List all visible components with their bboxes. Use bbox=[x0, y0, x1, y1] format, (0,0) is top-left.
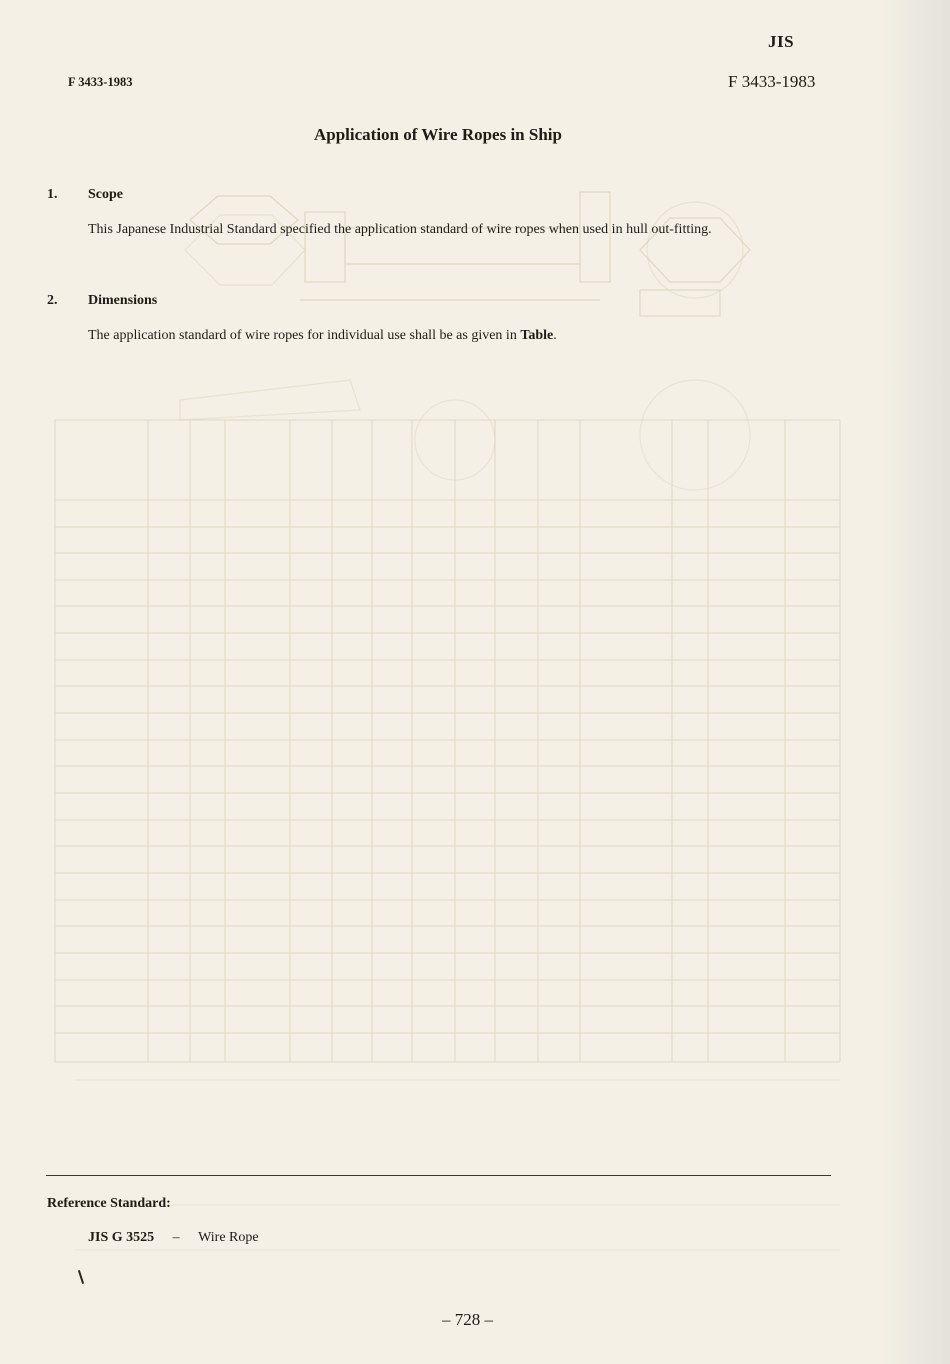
reference-standard-name: Wire Rope bbox=[198, 1230, 259, 1245]
reference-standard-dash: – bbox=[172, 1230, 180, 1245]
section-2-heading: Dimensions bbox=[88, 293, 158, 308]
reference-standard-code: JIS G 3525 bbox=[88, 1230, 155, 1245]
section-1-heading: Scope bbox=[88, 187, 123, 202]
section-2-text bbox=[88, 326, 828, 345]
section-1-text: This Japanese Industrial Standard specified the application standard of wire ropes when used in hull out-fitting. bbox=[88, 222, 712, 237]
section-2-number: 2. bbox=[47, 293, 58, 308]
section-1-number: 1. bbox=[47, 187, 58, 202]
jis-mark: JIS bbox=[768, 32, 795, 51]
table-reference-link[interactable]: Table bbox=[520, 328, 554, 343]
document-title: Application of Wire Ropes in Ship bbox=[314, 125, 562, 144]
standard-code-left: F 3433-1983 bbox=[68, 75, 133, 89]
page-number: – 728 – bbox=[442, 1310, 493, 1329]
section-2-text-body: The application standard of wire ropes for individual use shall be as given in bbox=[88, 328, 521, 343]
reference-standard-entry bbox=[88, 1230, 259, 1246]
pencil-tick-mark bbox=[78, 1270, 84, 1284]
standard-code-right: F 3433-1983 bbox=[728, 72, 816, 91]
reference-standard-label: Reference Standard: bbox=[47, 1196, 171, 1211]
footer-divider bbox=[46, 1175, 831, 1176]
section-2-text-end: . bbox=[553, 328, 557, 343]
